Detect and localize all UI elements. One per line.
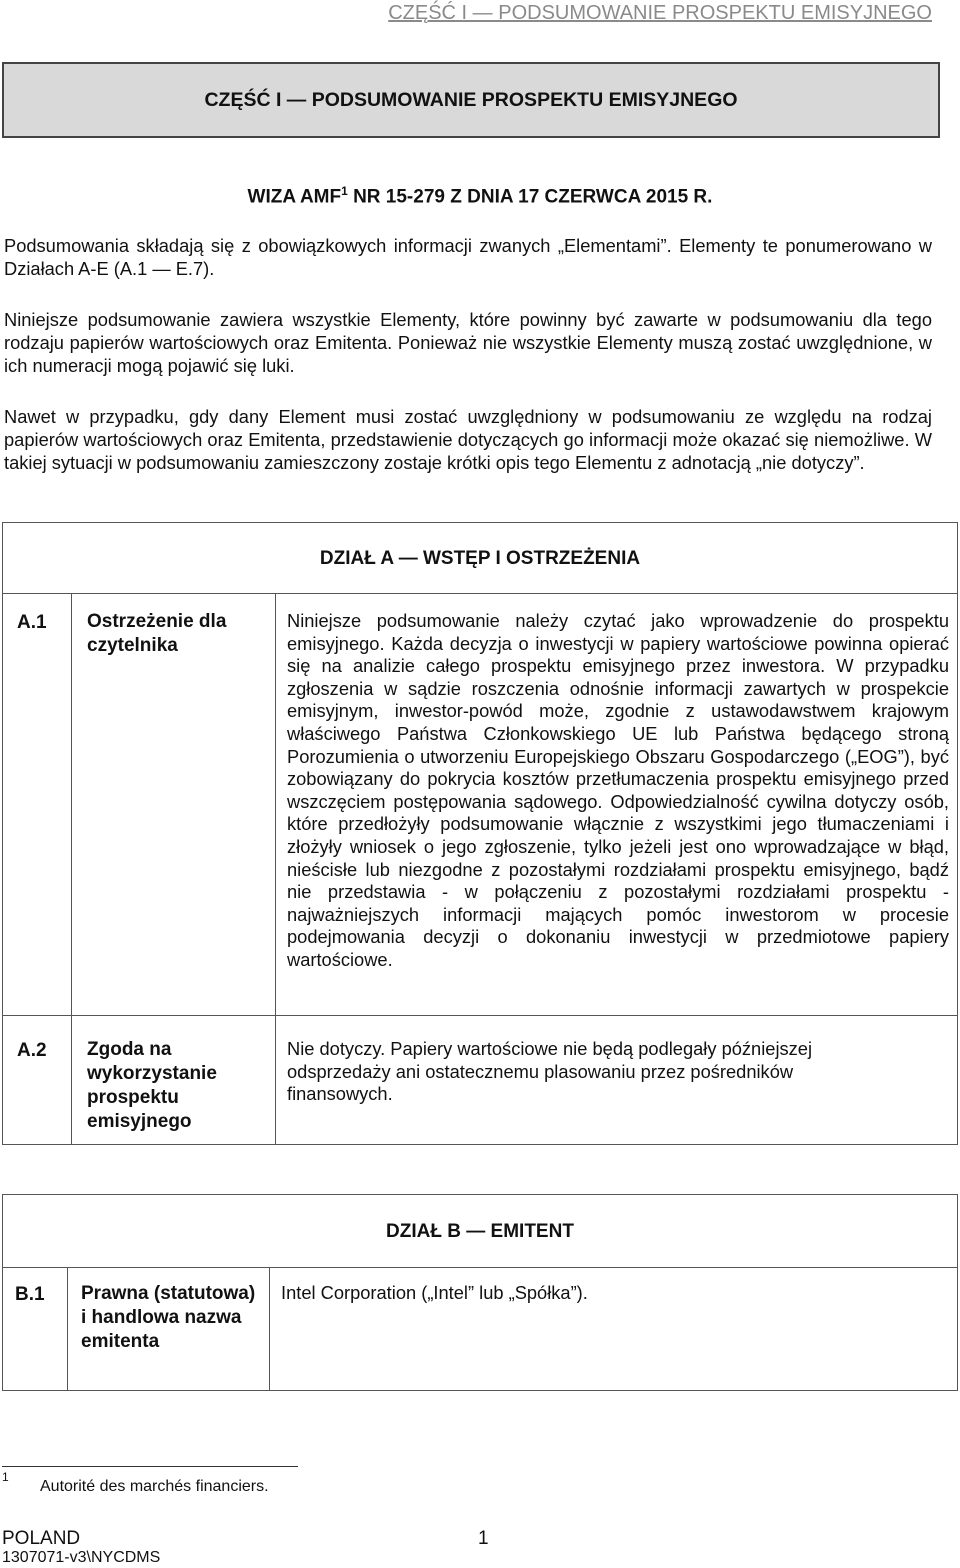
intro-paragraph-1: Podsumowania składają się z obowiązkowych informacji zwanych „Elementami”. Elementy te ponumerowano w Działach A-E (A.1 — E.7). xyxy=(4,235,932,279)
footer-country: POLAND xyxy=(2,1528,81,1549)
column-divider xyxy=(71,1016,72,1144)
table-row xyxy=(2,593,958,1018)
element-id: A.2 xyxy=(17,1040,47,1061)
section-a-heading: DZIAŁ A — WSTĘP I OSTRZEŻENIA xyxy=(319,548,641,569)
document-code: 1307071-v3\NYCDMS xyxy=(2,1549,161,1566)
footnote-text: Autorité des marchés financiers. xyxy=(40,1478,269,1495)
element-text: Nie dotyczy. Papiery wartościowe nie będą podlegały późniejszej odsprzedaży ani ostatecznemu plasowaniu przez pośredników finansowych. xyxy=(287,1038,813,1105)
column-divider xyxy=(269,1268,270,1390)
element-text: Intel Corporation („Intel” lub „Spółka”). xyxy=(281,1282,588,1303)
element-name: Zgoda na wykorzystanie prospektu emisyjnego xyxy=(87,1039,217,1132)
element-name: Ostrzeżenie dla czytelnika xyxy=(87,611,227,656)
intro-paragraph-2: Niniejsze podsumowanie zawiera wszystkie Elementy, które powinny być zawarte w podsumowaniu dla tego rodzaju papierów wartościowych oraz Emitenta. Ponieważ nie wszystkie Elementy muszą zostać uwzględnione, w ich numeracji mogą pojawić się luki. xyxy=(4,309,932,376)
table-row xyxy=(2,1015,958,1145)
column-divider xyxy=(275,594,276,1017)
table-row xyxy=(2,1267,958,1391)
page-number: 1 xyxy=(478,1528,489,1549)
document-title: CZĘŚĆ I — PODSUMOWANIE PROSPEKTU EMISYJNEGO xyxy=(204,88,738,111)
footnote-ref: 1 xyxy=(341,184,348,198)
visa-line xyxy=(0,184,960,208)
element-id: A.1 xyxy=(17,612,47,633)
visa-suffix: NR 15-279 Z DNIA 17 CZERWCA 2015 R. xyxy=(347,186,713,208)
element-name: Prawna (statutowa) i handlowa nazwa emitenta xyxy=(81,1283,256,1352)
intro-paragraph-3: Nawet w przypadku, gdy dany Element musi zostać uwzględniony w podsumowaniu ze względu na rodzaj papierów wartościowych oraz Emitenta, przedstawienie dotyczących go informacji może okazać się niemożliwe. W takiej sytuacji w podsumowaniu zamieszczony zostaje krótki opis tego Elementu z adnotacją „nie dotyczy”. xyxy=(4,406,932,473)
column-divider xyxy=(275,1016,276,1144)
section-b-heading-box xyxy=(2,1194,958,1270)
footnote-number: 1 xyxy=(2,1470,9,1484)
element-id: B.1 xyxy=(15,1284,45,1305)
footnote-rule xyxy=(2,1466,298,1467)
document-title-box xyxy=(2,62,940,138)
running-header: CZĘŚĆ I — PODSUMOWANIE PROSPEKTU EMISYJNEGO xyxy=(388,2,932,24)
visa-prefix: WIZA AMF xyxy=(247,186,342,208)
section-a-heading-box xyxy=(2,522,958,596)
section-b-heading: DZIAŁ B — EMITENT xyxy=(386,1221,574,1242)
column-divider xyxy=(71,594,72,1017)
column-divider xyxy=(67,1268,68,1390)
element-text: Niniejsze podsumowanie należy czytać jako wprowadzenie do prospektu emisyjnego. Każda decyzja o inwestycji w papiery wartościowe powinna opierać się na analizie całego prospektu emisyjnego przez inwestora. W przypadku zgłoszenia w sądzie roszczenia odnośnie informacji zawartych w prospekcie emisyjnym, inwestor-powód może, zgodnie z ustawodawstwem krajowym właściwego Państwa Członkowskiego UE lub Państwa będącego stroną Porozumienia o utworzeniu Europejskiego Obszaru Gospodarczego („EOG”), być zobowiązany do pokrycia kosztów przetłumaczenia prospektu emisyjnego przed wszczęciem postępowania sądowego. Odpowiedzialność cywilna dotyczy osób, które przedłożyły podsumowanie włącznie z wszystkimi jego tłumaczeniami i złożyły wniosek o jego zgłoszenie, tylko jeżeli jest ono wprowadzające w błąd, nieścisłe lub niezgodne z pozostałymi rozdziałami prospektu emisyjnego, bądź nie przedstawia - w połączeniu z pozostałymi rozdziałami prospektu - najważniejszych informacji mających pomóc inwestorom w procesie podejmowania decyzji o dokonaniu inwestycji w przedmiotowe papiery wartościowe. xyxy=(287,610,949,970)
